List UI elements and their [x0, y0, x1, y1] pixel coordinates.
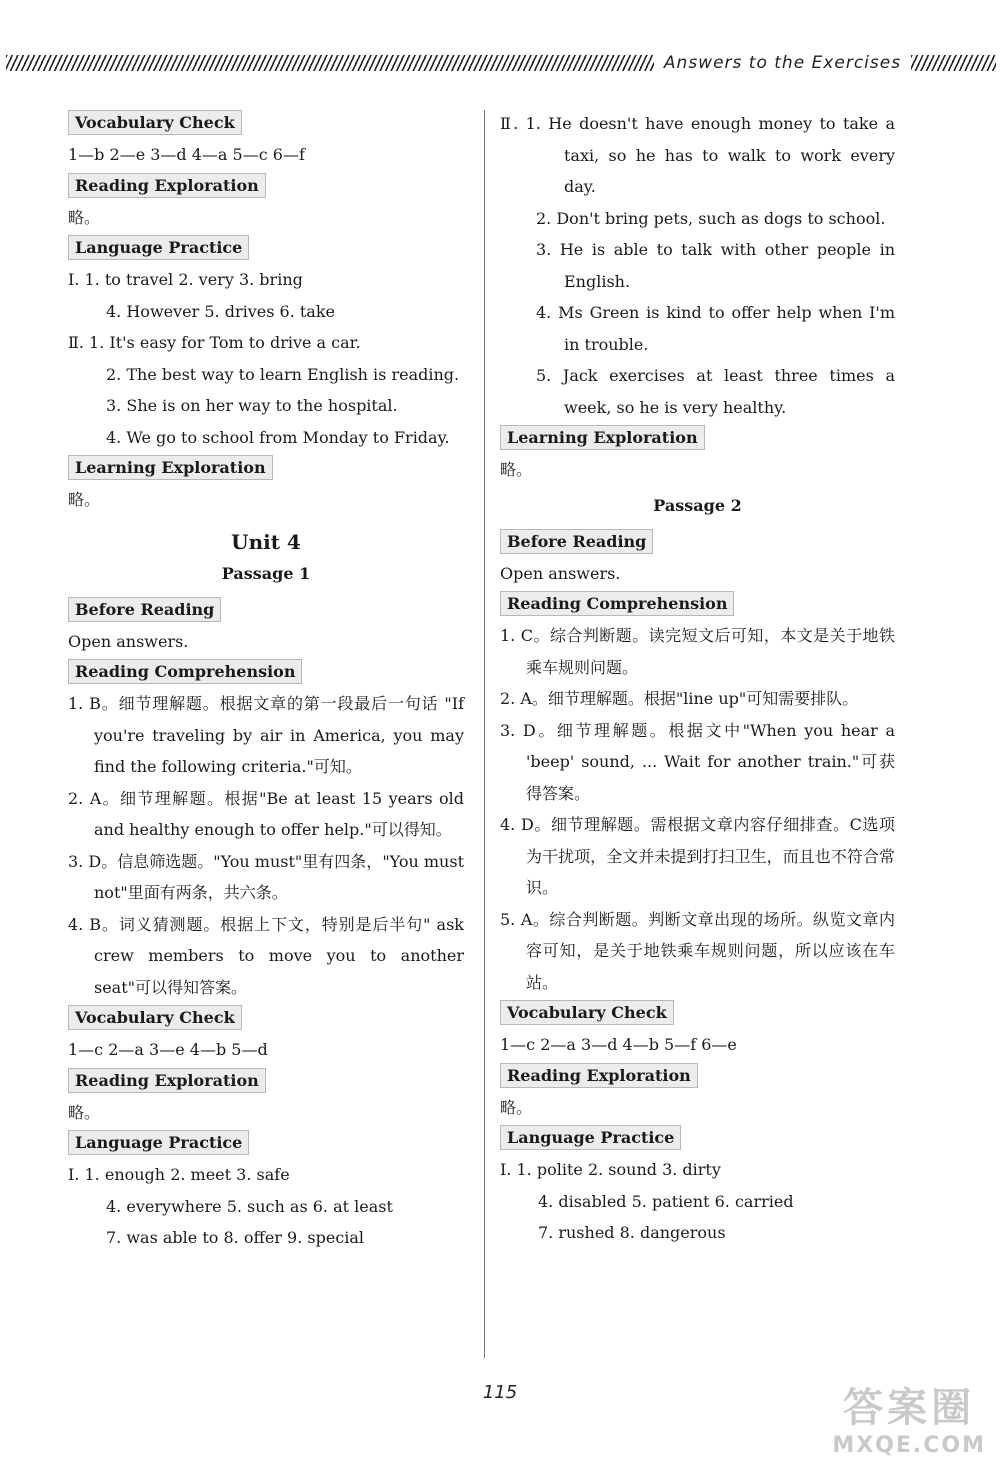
section-title-reading-comprehension: Reading Comprehension: [68, 659, 302, 684]
reading-exploration-answer: 略。: [500, 1097, 533, 1117]
language-practice-line: Ⅰ. 1. enough 2. meet 3. safe: [68, 1165, 290, 1184]
comprehension-item: 2. A。细节理解题。根据"line up"可知需要排队。: [500, 689, 859, 708]
comprehension-item: 5. A。综合判断题。判断文章出现的场所。纵览文章内容可知，是关于地铁乘车规则问题，所以应该在车站。: [500, 909, 895, 992]
language-practice-line: 3. She is on her way to the hospital.: [106, 396, 398, 415]
before-reading-answer: Open answers.: [500, 563, 621, 583]
learning-exploration-answer: 略。: [500, 460, 533, 479]
reading-exploration-answer: 略。: [68, 1102, 101, 1122]
comprehension-item: 3. D。信息筛选题。"You must"里有四条，"You must not"里面有两条，共六条。: [68, 851, 464, 902]
language-practice-line: 4. However 5. drives 6. take: [106, 301, 335, 321]
language-practice-line: Ⅰ. 1. polite 2. sound 3. dirty: [500, 1160, 721, 1179]
watermark-logo: [832, 1376, 986, 1458]
comprehension-item: 2. A。细节理解题。根据"Be at least 15 years old and healthy enough to offer help."可以得知。: [68, 788, 464, 839]
section-title-vocabulary-check: Vocabulary Check: [68, 110, 242, 135]
language-practice-line: Ⅱ. 1. It's easy for Tom to drive a car.: [68, 333, 361, 352]
page-number: 115: [482, 1382, 518, 1403]
header-hatch-right: [911, 55, 996, 71]
language-practice-item: 4. Ms Green is kind to offer help when I'm in trouble.: [536, 303, 895, 354]
section-title-learning-exploration: Learning Exploration: [68, 455, 273, 480]
watermark-text-bottom: MXQE.COM: [832, 1433, 986, 1458]
section-title-vocabulary-check: Vocabulary Check: [500, 1000, 674, 1025]
header-hatch-left: [6, 55, 654, 71]
section-title-reading-exploration: Reading Exploration: [68, 1068, 266, 1093]
reading-exploration-answer: 略。: [68, 207, 101, 227]
vocabulary-answers: 1—b 2—e 3—d 4—a 5—c 6—f: [68, 145, 305, 164]
column-divider: [484, 110, 485, 1358]
vocabulary-answers: 1—c 2—a 3—e 4—b 5—d: [68, 1040, 268, 1059]
section-title-language-practice: Language Practice: [68, 235, 249, 260]
comprehension-item: 4. D。细节理解题。需根据文章内容仔细排查。C选项为干扰项，全文并未提到打扫卫生，而且也不符合常识。: [500, 815, 895, 897]
language-practice-line: Ⅰ. 1. to travel 2. very 3. bring: [68, 270, 303, 289]
watermark-text-top: 答案圈: [843, 1385, 976, 1431]
section-title-language-practice: Language Practice: [68, 1130, 249, 1155]
comprehension-item: 1. C。综合判断题。读完短文后可知，本文是关于地铁乘车规则问题。: [500, 626, 895, 677]
section-title-reading-comprehension: Reading Comprehension: [500, 591, 734, 616]
language-practice-line: 4. We go to school from Monday to Friday.: [106, 427, 450, 447]
language-practice-item: 3. He is able to talk with other people in English.: [536, 240, 895, 291]
page-header: [6, 50, 996, 76]
section-title-before-reading: Before Reading: [68, 597, 221, 622]
passage-heading: Passage 2: [653, 495, 742, 515]
section-title-language-practice: Language Practice: [500, 1125, 681, 1150]
passage-heading: Passage 1: [221, 563, 311, 583]
vocabulary-answers: 1—c 2—a 3—d 4—b 5—f 6—e: [500, 1035, 737, 1054]
section-title-vocabulary-check: Vocabulary Check: [68, 1005, 242, 1030]
learning-exploration-answer: 略。: [68, 490, 101, 509]
section-title-reading-exploration: Reading Exploration: [68, 173, 266, 198]
left-column: [68, 108, 464, 1254]
language-practice-item: 2. Don't bring pets, such as dogs to school.: [536, 208, 886, 228]
language-practice-item: Ⅱ. 1. He doesn't have enough money to take a taxi, so he has to walk to work every day.: [500, 114, 895, 196]
comprehension-item: 3. D。细节理解题。根据文中"When you hear a 'beep' sound, ... Wait for another train."可获得答案。: [500, 720, 895, 803]
unit-heading: Unit 4: [231, 529, 301, 554]
right-column: [500, 108, 895, 1249]
section-title-before-reading: Before Reading: [500, 529, 653, 554]
language-practice-line: 2. The best way to learn English is reading.: [106, 364, 460, 384]
language-practice-line: 4. everywhere 5. such as 6. at least: [106, 1196, 393, 1216]
language-practice-line: 7. rushed 8. dangerous: [538, 1223, 726, 1242]
language-practice-line: 4. disabled 5. patient 6. carried: [538, 1191, 794, 1211]
section-title-learning-exploration: Learning Exploration: [500, 425, 705, 450]
section-title-reading-exploration: Reading Exploration: [500, 1063, 698, 1088]
comprehension-item: 1. B。细节理解题。根据文章的第一段最后一句话 "If you're traveling by air in America, you may find the following criteria."可知。: [68, 694, 464, 776]
language-practice-item: 5. Jack exercises at least three times a week, so he is very healthy.: [536, 366, 895, 417]
header-title: Answers to the Exercises: [663, 53, 902, 73]
language-practice-line: 7. was able to 8. offer 9. special: [106, 1228, 365, 1247]
comprehension-item: 4. B。词义猜测题。根据上下文，特别是后半句" ask crew members to move you to another seat"可以得知答案。: [68, 914, 464, 997]
before-reading-answer: Open answers.: [68, 631, 189, 651]
